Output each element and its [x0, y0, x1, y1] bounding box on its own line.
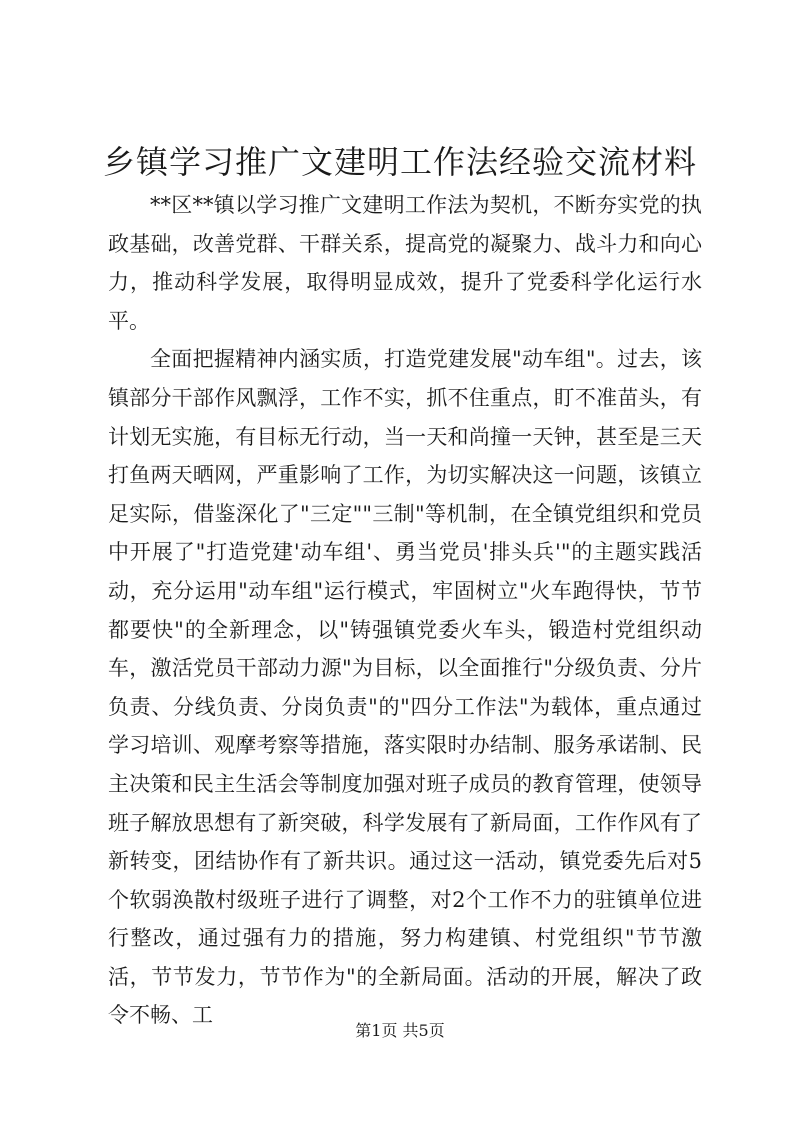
document-title: 乡镇学习推广文建明工作法经验交流材料: [102, 143, 697, 181]
document-body: [108, 186, 702, 1035]
paragraph-main: 全面把握精神内涵实质，打造党建发展"动车组"。过去，该镇部分干部作风飘浮，工作不实，抓不住重点，盯不准苗头，有计划无实施，有目标无行动，当一天和尚撞一天钟，甚至是三天打鱼两天晒网，严重影响了工作，为切实解决这一问题，该镇立足实际，借鉴深化了"三定""三制"等机制，在全镇党组织和党员中开展了"打造党建'动车组'、勇当党员'排头兵'"的主题实践活动，充分运用"动车组"运行模式，牢固树立"火车跑得快，节节都要快"的全新理念，以"铸强镇党委火车头，锻造村党组织动车，激活党员干部动力源"为目标，以全面推行"分级负责、分片负责、分线负责、分岗负责"的"四分工作法"为载体，重点通过学习培训、观摩考察等措施，落实限时办结制、服务承诺制、民主决策和民主生活会等制度加强对班子成员的教育管理，使领导班子解放思想有了新突破，科学发展有了新局面，工作作风有了新转变，团结协作有了新共识。通过这一活动，镇党委先后对5个软弱涣散村级班子进行了调整，对2个工作不力的驻镇单位进行整改，通过强有力的措施，努力构建镇、村党组织"节节激活，节节发力，节节作为"的全新局面。活动的开展，解决了政令不畅、工: [108, 347, 702, 1028]
paragraph-intro: **区**镇以学习推广文建明工作法为契机，不断夯实党的执政基础，改善党群、干群关系，提高党的凝聚力、战斗力和向心力，推动科学发展，取得明显成效，提升了党委科学化运行水平。: [108, 193, 702, 333]
page-number: 第1页 共5页: [355, 1021, 445, 1040]
